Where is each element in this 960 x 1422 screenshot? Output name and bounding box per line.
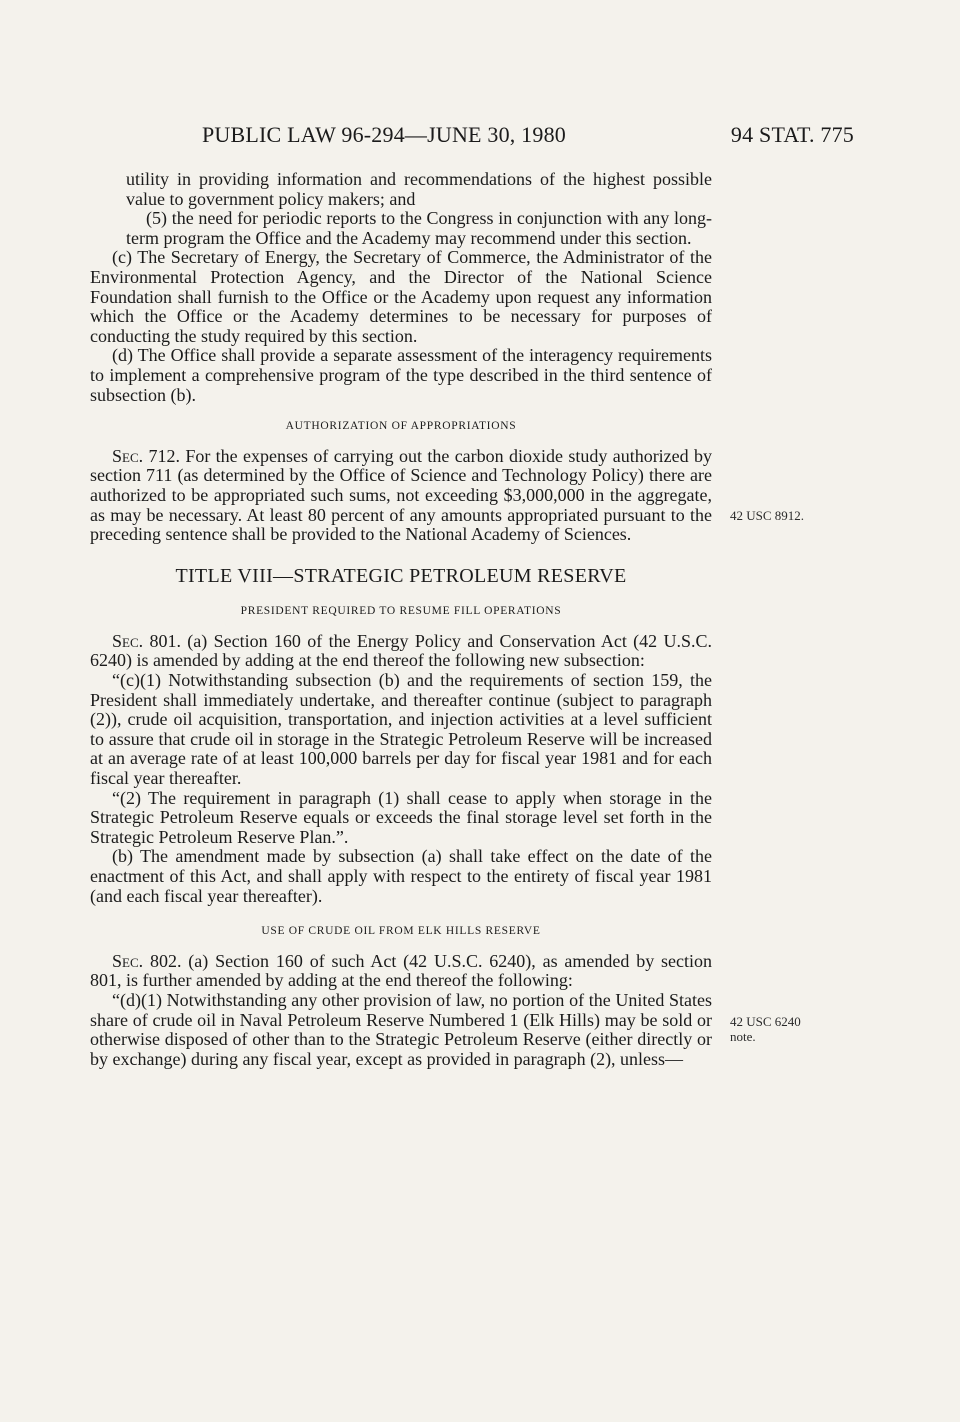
paragraph-d1: “(d)(1) Notwithstanding any other provision of law, no portion of the United States share of crude oil in Naval Petroleum Reserve Numbered 1 (Elk Hills) may be sold or otherwise disposed of other than to the Strategic Petroleum Reserve (either directly or by exchange) during any fiscal year, except as provided in paragraph (2), unless— — [90, 989, 712, 1069]
section-heading-authorization: AUTHORIZATION OF APPROPRIATIONS — [285, 420, 517, 433]
title-heading: TITLE VIII—STRATEGIC PETROLEUM RESERVE — [175, 564, 627, 587]
paragraph-continuation: utility in providing information and recommendations of the highest possible value to government policy makers; and — [126, 169, 712, 209]
margin-note-usc-8912: 42 USC 8912. — [730, 508, 805, 523]
section-number: Sec. 802. — [112, 950, 182, 971]
section-heading-elk-hills: USE OF CRUDE OIL FROM ELK HILLS RESERVE — [261, 925, 541, 938]
page-header — [90, 118, 854, 158]
paragraph-c1: “(c)(1) Notwithstanding subsection (b) and the requirements of section 159, the President shall immediately undertake, and thereafter continue (subject to paragraph (2)), crude oil acquisition, transportation, and injection activities at a level sufficient to assure that crude oil in storage in the Strategic Petroleum Reserve will be increased at an average rate of at least 100,000 barrels per day for fiscal year 1981 and for each fiscal year thereafter. — [90, 670, 712, 789]
paragraph-item-5: (5) the need for periodic reports to the Congress in conjunction with any long-term program the Office and the Academy may recommend under this section. — [126, 208, 712, 248]
paragraph-subsection-d: (d) The Office shall provide a separate assessment of the interagency requirements to implement a comprehensive program of the type described in the third sentence of subsection (b). — [90, 345, 712, 405]
margin-note-line: 42 USC 6240 — [730, 1014, 801, 1029]
paragraph-sec-712 — [90, 447, 712, 545]
section-heading-fill-operations: PRESIDENT REQUIRED TO RESUME FILL OPERATIONS — [240, 605, 562, 618]
section-text: (a) Section 160 of the Energy Policy and Conservation Act (42 U.S.C. 6240) is amended by adding at the end thereof the following new subsection: — [90, 630, 712, 671]
paragraph-c2: “(2) The requirement in paragraph (1) shall cease to apply when storage in the Strategic Petroleum Reserve equals or exceeds the final storage level set forth in the Strategic Petroleum Reserve Plan.”. — [90, 787, 712, 847]
paragraph-sec-802 — [90, 952, 712, 991]
paragraph-sec-801 — [90, 632, 712, 671]
section-number: Sec. 712. — [112, 445, 180, 466]
paragraph-subsection-c: (c) The Secretary of Energy, the Secretary of Commerce, the Administrator of the Environmental Protection Agency, and the Director of the National Science Foundation shall furnish to the Office or the Academy upon request any information which the Office or the Academy determines to be necessary for purposes of conducting the study required by this section. — [90, 247, 712, 346]
margin-note-usc-6240 — [730, 1014, 801, 1044]
section-text: (a) Section 160 of such Act (42 U.S.C. 6240), as amended by section 801, is further amended by adding at the end thereof the following: — [90, 950, 713, 991]
statute-page-number: 94 STAT. 775 — [730, 122, 854, 147]
paragraph-subsection-b: (b) The amendment made by subsection (a) shall take effect on the date of the enactment of this Act, and shall apply with respect to the entirety of fiscal year 1981 (and each fiscal year thereafter). — [90, 846, 712, 906]
margin-note-line: note. — [730, 1029, 756, 1044]
body-text — [90, 170, 712, 1069]
section-text: For the expenses of carrying out the carbon dioxide study authorized by section 711 (as determined by the Office of Science and Technology Policy) there are authorized to be appropriated such sums, not exceeding $3,000,000 in the aggregate, as may be necessary. At least 80 percent of any amounts appropriated pursuant to the preceding sentence shall be provided to the National Academy of Sciences. — [90, 445, 713, 545]
law-title: PUBLIC LAW 96-294—JUNE 30, 1980 — [202, 122, 566, 147]
section-number: Sec. 801. — [112, 630, 181, 651]
